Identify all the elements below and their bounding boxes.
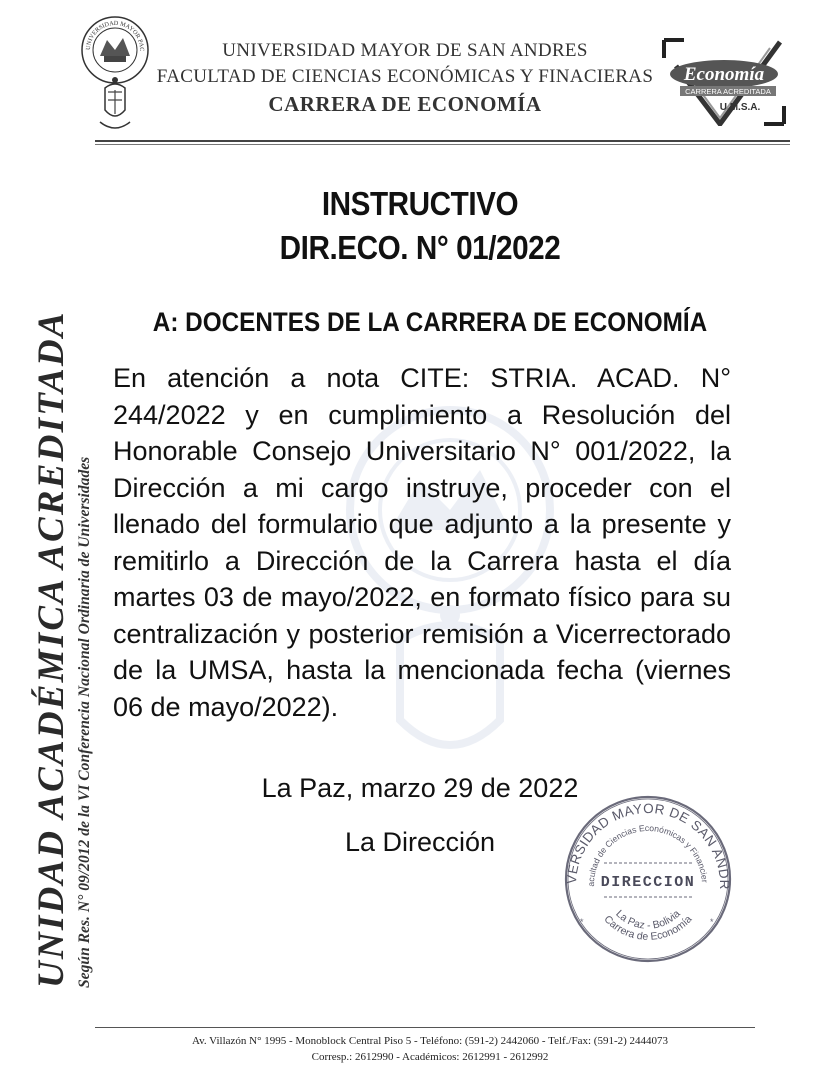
stamp-bottom-text-2: La Paz - Bolivia	[613, 907, 683, 932]
department-name: CARRERA DE ECONOMÍA	[268, 92, 542, 116]
footer-divider	[95, 1027, 755, 1028]
body-paragraph: En atención a nota CITE: STRIA. ACAD. N° 244/2022 y en cumplimiento a Resolución del Honorable Consejo Universitario N° 001/2022, la Dirección a mi cargo instruye, proceder con el llenado del formulario que adjunto a la presente y remitirlo a Dirección de la Carrera hasta el día martes 03 de mayo/2022, en formato físico para su centralización y posterior remisión a Vicerrectorado de la UMSA, hasta la mencionada fecha (viernes 06 de mayo/2022).	[113, 363, 731, 722]
accreditation-title: UNIDAD ACADÉMICA ACREDITADA	[31, 310, 72, 988]
stamp-outer-text: VERSIDAD MAYOR DE SAN ANDR	[563, 800, 733, 890]
header-divider-thin	[95, 144, 790, 145]
svg-text:UNIVERSIDAD MAYOR PACENSIS DIV: UNIVERSIDAD MAYOR PAC	[84, 19, 146, 52]
direccion-stamp	[562, 793, 734, 965]
document-title-line1: INSTRUCTIVO	[321, 185, 519, 222]
faculty-name: FACULTAD DE CIENCIAS ECONÓMICAS Y FINACIERAS	[156, 66, 654, 87]
header-divider	[95, 140, 790, 142]
svg-text:*: *	[580, 917, 584, 927]
stamp-bottom-text: Carrera de Economía	[601, 913, 695, 943]
addressee: A: DOCENTES DE LA CARRERA DE ECONOMÍA	[152, 307, 708, 337]
logo-tagline: CARRERA ACREDITADA	[685, 87, 771, 96]
accreditation-resolution: Según Res. N° 09/2012 de la VI Conferencia Nacional Ordinaria de Universidades	[76, 456, 93, 988]
logo-abbr: U.M.S.A.	[719, 102, 761, 113]
institution-header	[150, 38, 660, 118]
accreditation-sidebar	[30, 190, 108, 990]
place-date: La Paz, marzo 29 de 2022	[261, 773, 579, 803]
stamp-center-text: DIRECCION	[600, 874, 696, 891]
document-title	[159, 182, 681, 270]
footer-address: Av. Villazón N° 1995 - Monoblock Central Piso 5 - Teléfono: (591-2) 2442060 - Telf./Fax: (591-2) 2444073	[191, 1035, 669, 1047]
logo-wordmark: Economía	[683, 64, 765, 85]
document-number: DIR.ECO. N° 01/2022	[279, 229, 561, 266]
svg-text:*: *	[710, 917, 714, 927]
signature-line: La Dirección	[344, 827, 496, 857]
economia-logo	[662, 38, 786, 126]
university-seal	[80, 10, 150, 136]
footer-contact	[100, 1033, 760, 1065]
university-name: UNIVERSIDAD MAYOR DE SAN ANDRES	[222, 40, 588, 61]
footer-phones: Corresp.: 2612990 - Académicos: 2612991 - 2612992	[311, 1051, 549, 1063]
stamp-inner-text: acultad de Ciencias Económicas y Financier	[585, 822, 710, 887]
